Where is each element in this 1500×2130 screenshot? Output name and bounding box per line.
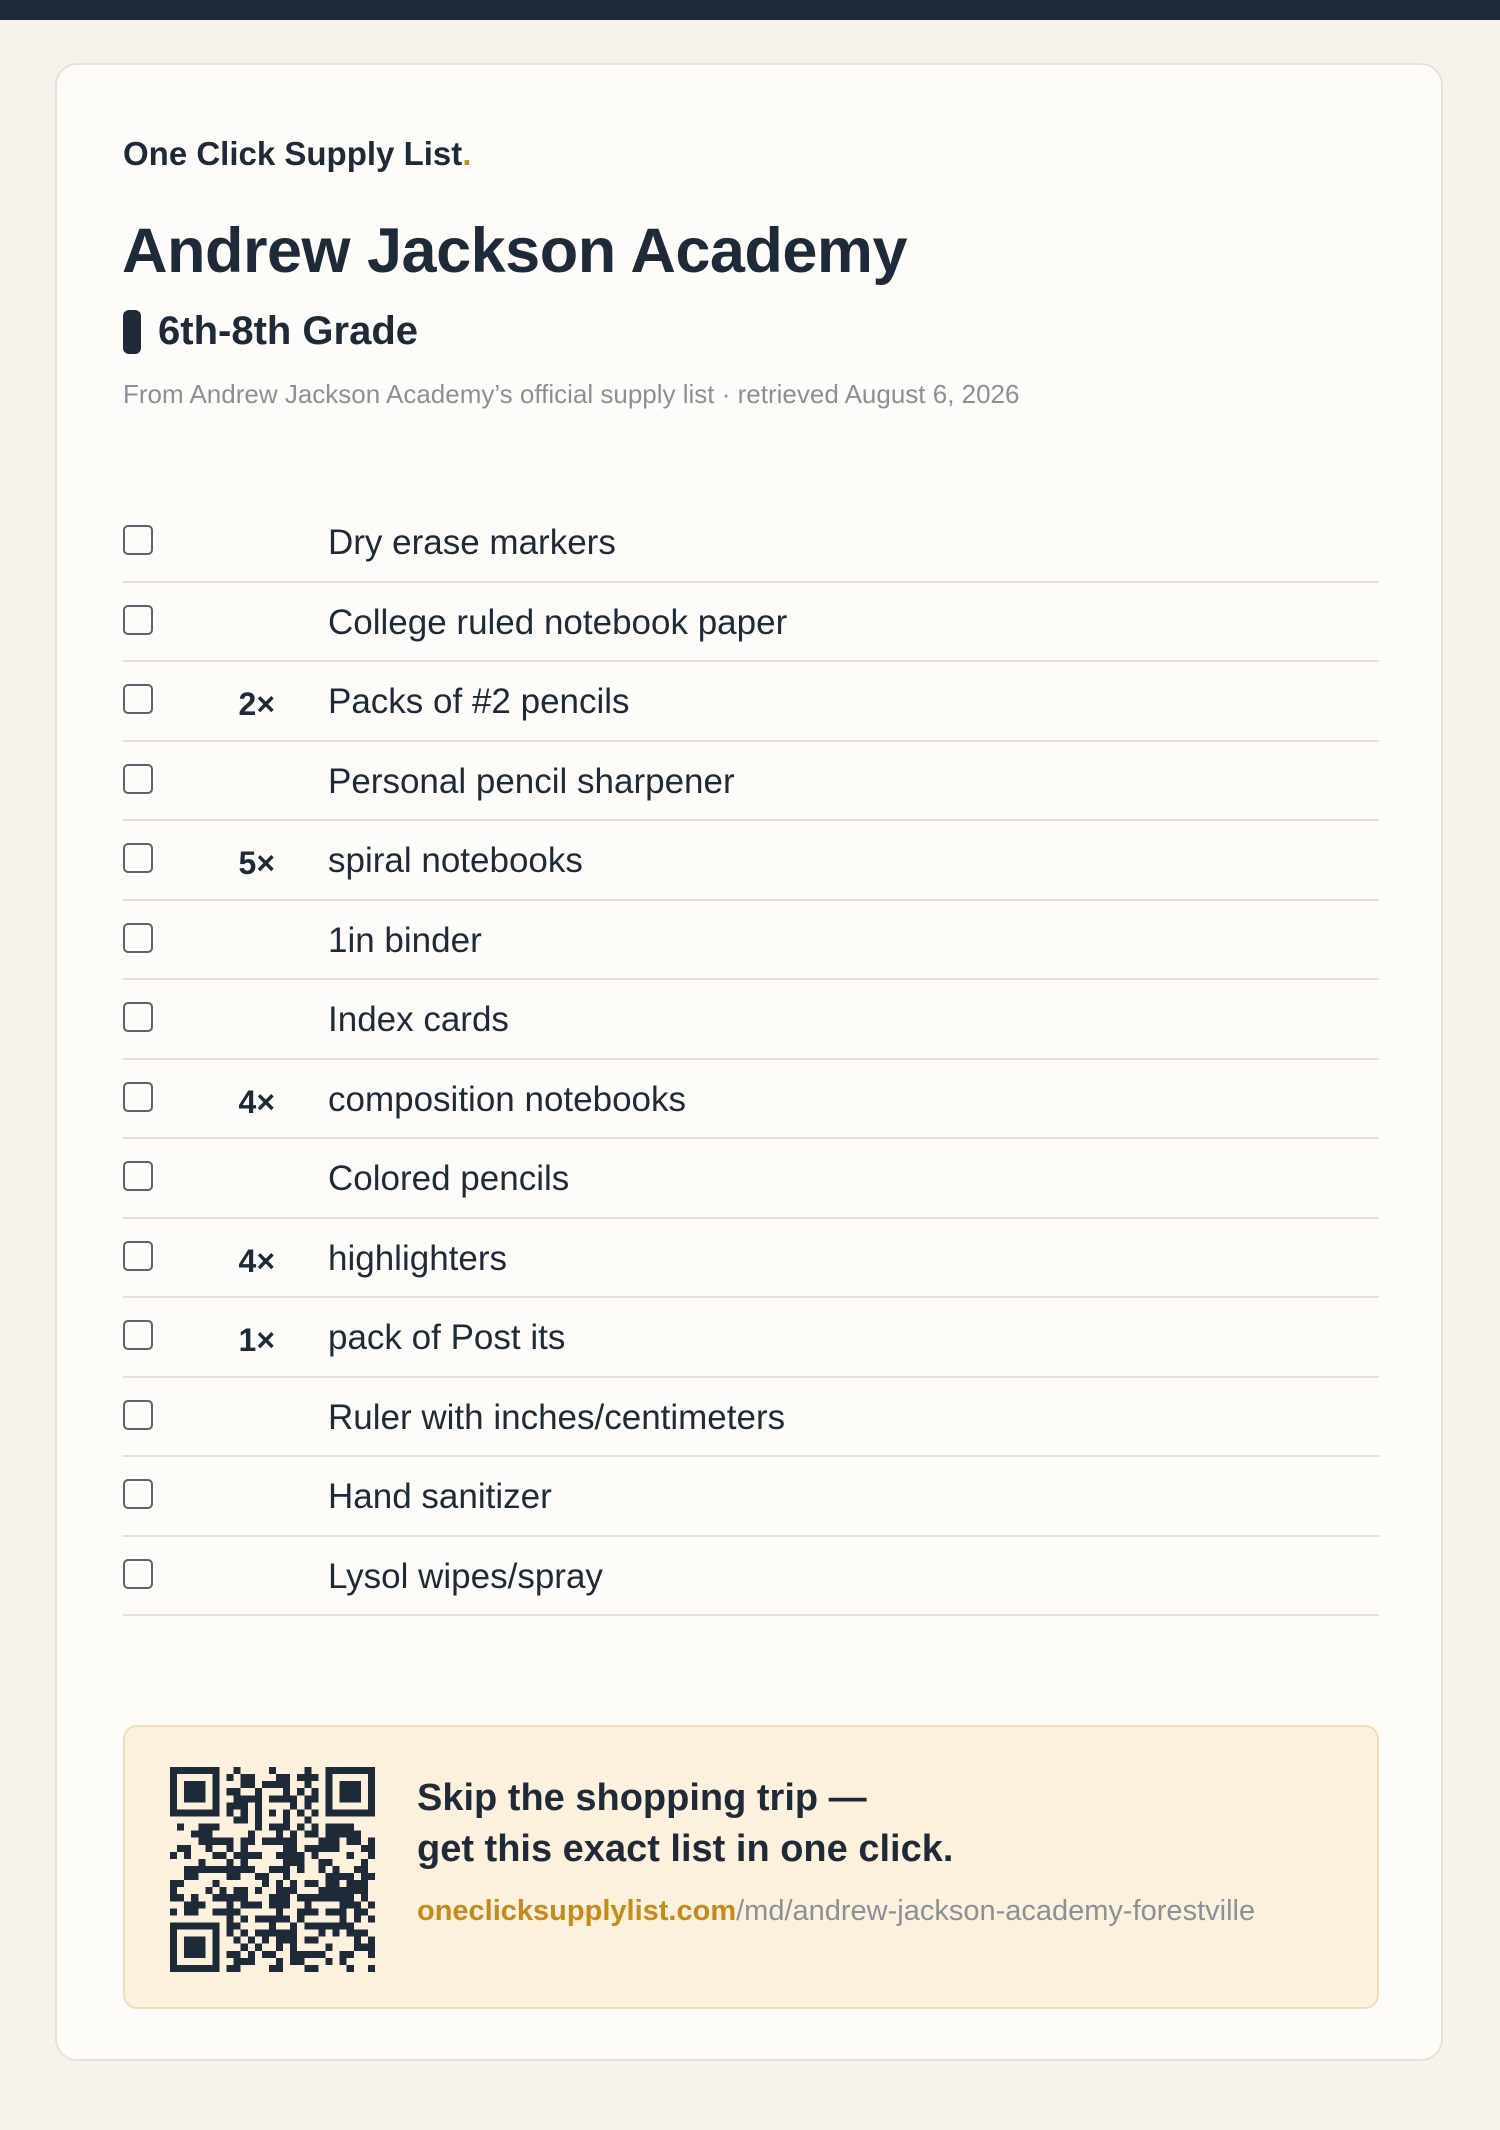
brand-dot: .	[462, 135, 472, 172]
grade-marker	[123, 310, 141, 354]
list-item	[123, 1298, 1379, 1378]
list-item	[123, 1139, 1379, 1219]
list-item	[123, 821, 1379, 901]
item-checkbox[interactable]	[123, 1241, 153, 1271]
promo-headline: Skip the shopping trip —	[417, 1777, 867, 1819]
item-checkbox[interactable]	[123, 1479, 153, 1509]
item-quantity: 1×	[238, 1322, 275, 1358]
item-name: composition notebooks	[328, 1079, 686, 1119]
promo-banner	[123, 1725, 1379, 2009]
list-item	[123, 583, 1379, 663]
item-name: Hand sanitizer	[328, 1477, 552, 1516]
brand-logo	[123, 135, 471, 173]
list-item	[123, 1378, 1379, 1458]
item-name: Index cards	[328, 1000, 509, 1039]
promo-link-path[interactable]: /md/andrew-jackson-academy-forestville	[736, 1895, 1256, 1927]
list-item	[123, 742, 1379, 822]
item-name: College ruled notebook paper	[328, 602, 788, 642]
item-quantity: 2×	[238, 686, 275, 722]
list-item	[123, 980, 1379, 1060]
item-name: Personal pencil sharpener	[328, 761, 735, 801]
item-checkbox[interactable]	[123, 923, 153, 953]
item-checkbox[interactable]	[123, 1161, 153, 1191]
promo-link[interactable]	[417, 1895, 1255, 1928]
promo-subheadline: get this exact list in one click.	[417, 1828, 954, 1870]
item-checkbox[interactable]	[123, 843, 153, 873]
item-checkbox[interactable]	[123, 1400, 153, 1430]
school-name: Andrew Jackson Academy	[122, 216, 907, 286]
item-name: Ruler with inches/centimeters	[328, 1397, 786, 1437]
item-checkbox[interactable]	[123, 684, 153, 714]
list-item	[123, 1060, 1379, 1140]
top-bar	[0, 0, 1500, 20]
grade-level: 6th-8th Grade	[158, 309, 419, 353]
list-item	[123, 1537, 1379, 1617]
list-item	[123, 662, 1379, 742]
item-checkbox[interactable]	[123, 1320, 153, 1350]
item-name: pack of Post its	[328, 1318, 566, 1357]
item-quantity: 4×	[238, 1242, 275, 1279]
item-name: Packs of #2 pencils	[328, 682, 630, 721]
qr-code-icon[interactable]	[170, 1767, 375, 1972]
list-item	[123, 901, 1379, 981]
item-name: Lysol wipes/spray	[328, 1556, 603, 1596]
supply-list	[123, 503, 1379, 1616]
item-name: highlighters	[328, 1238, 507, 1278]
item-checkbox[interactable]	[123, 764, 153, 794]
item-checkbox[interactable]	[123, 525, 153, 555]
item-name: spiral notebooks	[328, 841, 583, 880]
item-quantity: 5×	[238, 845, 275, 881]
item-quantity: 4×	[238, 1083, 275, 1120]
brand-name: One Click Supply List	[123, 135, 463, 172]
source-note: From Andrew Jackson Academy’s official supply list · retrieved August 6, 2026	[123, 379, 1020, 409]
item-checkbox[interactable]	[123, 605, 153, 635]
list-item	[123, 1219, 1379, 1299]
item-name: Dry erase markers	[328, 523, 616, 562]
item-name: 1in binder	[328, 920, 482, 960]
item-checkbox[interactable]	[123, 1002, 153, 1032]
supply-list-card	[55, 63, 1443, 2061]
promo-link-domain[interactable]: oneclicksupplylist.com	[417, 1895, 737, 1927]
item-checkbox[interactable]	[123, 1082, 153, 1112]
list-item	[123, 503, 1379, 583]
item-name: Colored pencils	[328, 1159, 570, 1198]
list-item	[123, 1457, 1379, 1537]
item-checkbox[interactable]	[123, 1559, 153, 1589]
